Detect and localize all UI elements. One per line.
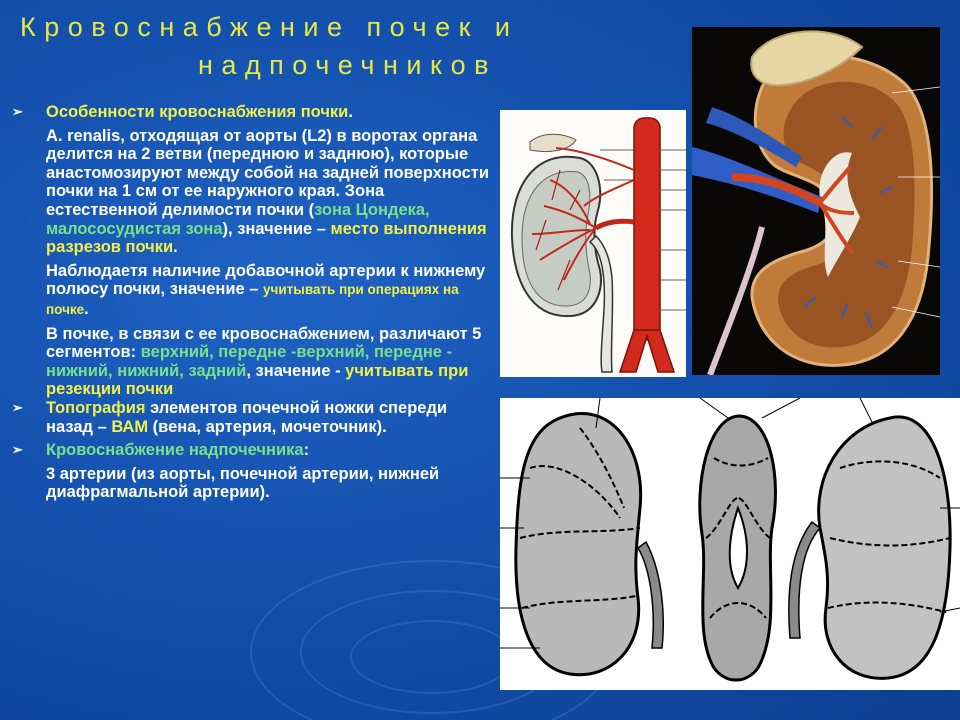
bullet-heading: Топография — [46, 398, 146, 417]
arrow-bullet-icon: ➢ — [12, 442, 23, 458]
bullet-punct: : — [303, 441, 310, 460]
paragraph-adrenal-arteries — [10, 465, 492, 502]
bullet-heading: Кровоснабжение надпочечника — [46, 441, 304, 460]
arrow-bullet-icon: ➢ — [12, 399, 23, 415]
kidney-segments-drawing — [500, 398, 960, 690]
slide-title-line1: Кровоснабжение почек и — [20, 12, 519, 42]
text-content — [10, 103, 492, 502]
text-run: ), значение – — [222, 219, 331, 238]
highlight-segments: верхний, передне -верхний, передне - нижний, нижний, задний — [46, 343, 453, 380]
text-run: элементов почечной ножки спереди назад – — [46, 398, 448, 436]
aorta-kidney-diagram — [500, 110, 686, 377]
bullet-kidney-blood-supply — [10, 103, 492, 122]
bullet-topography — [10, 399, 492, 436]
bullet-heading: Особенности кровоснабжения почки — [46, 103, 349, 121]
text-run: Наблюдаетя наличие добавочной артерии к нижнему полюсу почки, значение – — [46, 261, 486, 299]
bullet-punct: . — [348, 103, 353, 121]
paragraph-accessory-artery — [10, 262, 492, 320]
paragraph-segments — [10, 325, 492, 399]
highlight-vam: ВАМ — [111, 417, 149, 436]
text-run: (вена, артерия, мочеточник). — [148, 417, 387, 436]
text-run: 3 артерии (из аорты, почечной артерии, нижней диафрагмальной артерии). — [46, 464, 440, 502]
ripple-decoration — [350, 620, 514, 694]
text-run: . — [84, 299, 89, 318]
arrow-bullet-icon: ➢ — [12, 104, 23, 119]
highlight-meaning: место выполнения разрезов почки — [46, 219, 487, 257]
text-run: A. renalis, отходящая от аорты (L2) в воротах органа делится на 2 ветви (переднюю и заднюю), которые анастомозируют между собой на задней поверхности почки на 1 см от ее наружного края. Зона естественной делимости почки ( — [46, 126, 489, 219]
text-run: . — [173, 238, 178, 257]
text-run: В почке, в связи с ее кровоснабжением, различают 5 сегментов: — [46, 324, 482, 362]
bullet-adrenal-blood-supply — [10, 441, 492, 460]
highlight-meaning: учитывать при резекции почки — [46, 361, 469, 399]
text-run: , значение - — [246, 361, 346, 380]
kidney-section-photo — [692, 27, 940, 375]
paragraph-renal-artery — [10, 127, 492, 257]
highlight-zone: зона Цондека, малососудистая зона — [46, 200, 430, 238]
highlight-meaning: учитывать при операциях на почке — [46, 282, 459, 317]
slide-title-line2: надпочечников — [198, 50, 497, 80]
